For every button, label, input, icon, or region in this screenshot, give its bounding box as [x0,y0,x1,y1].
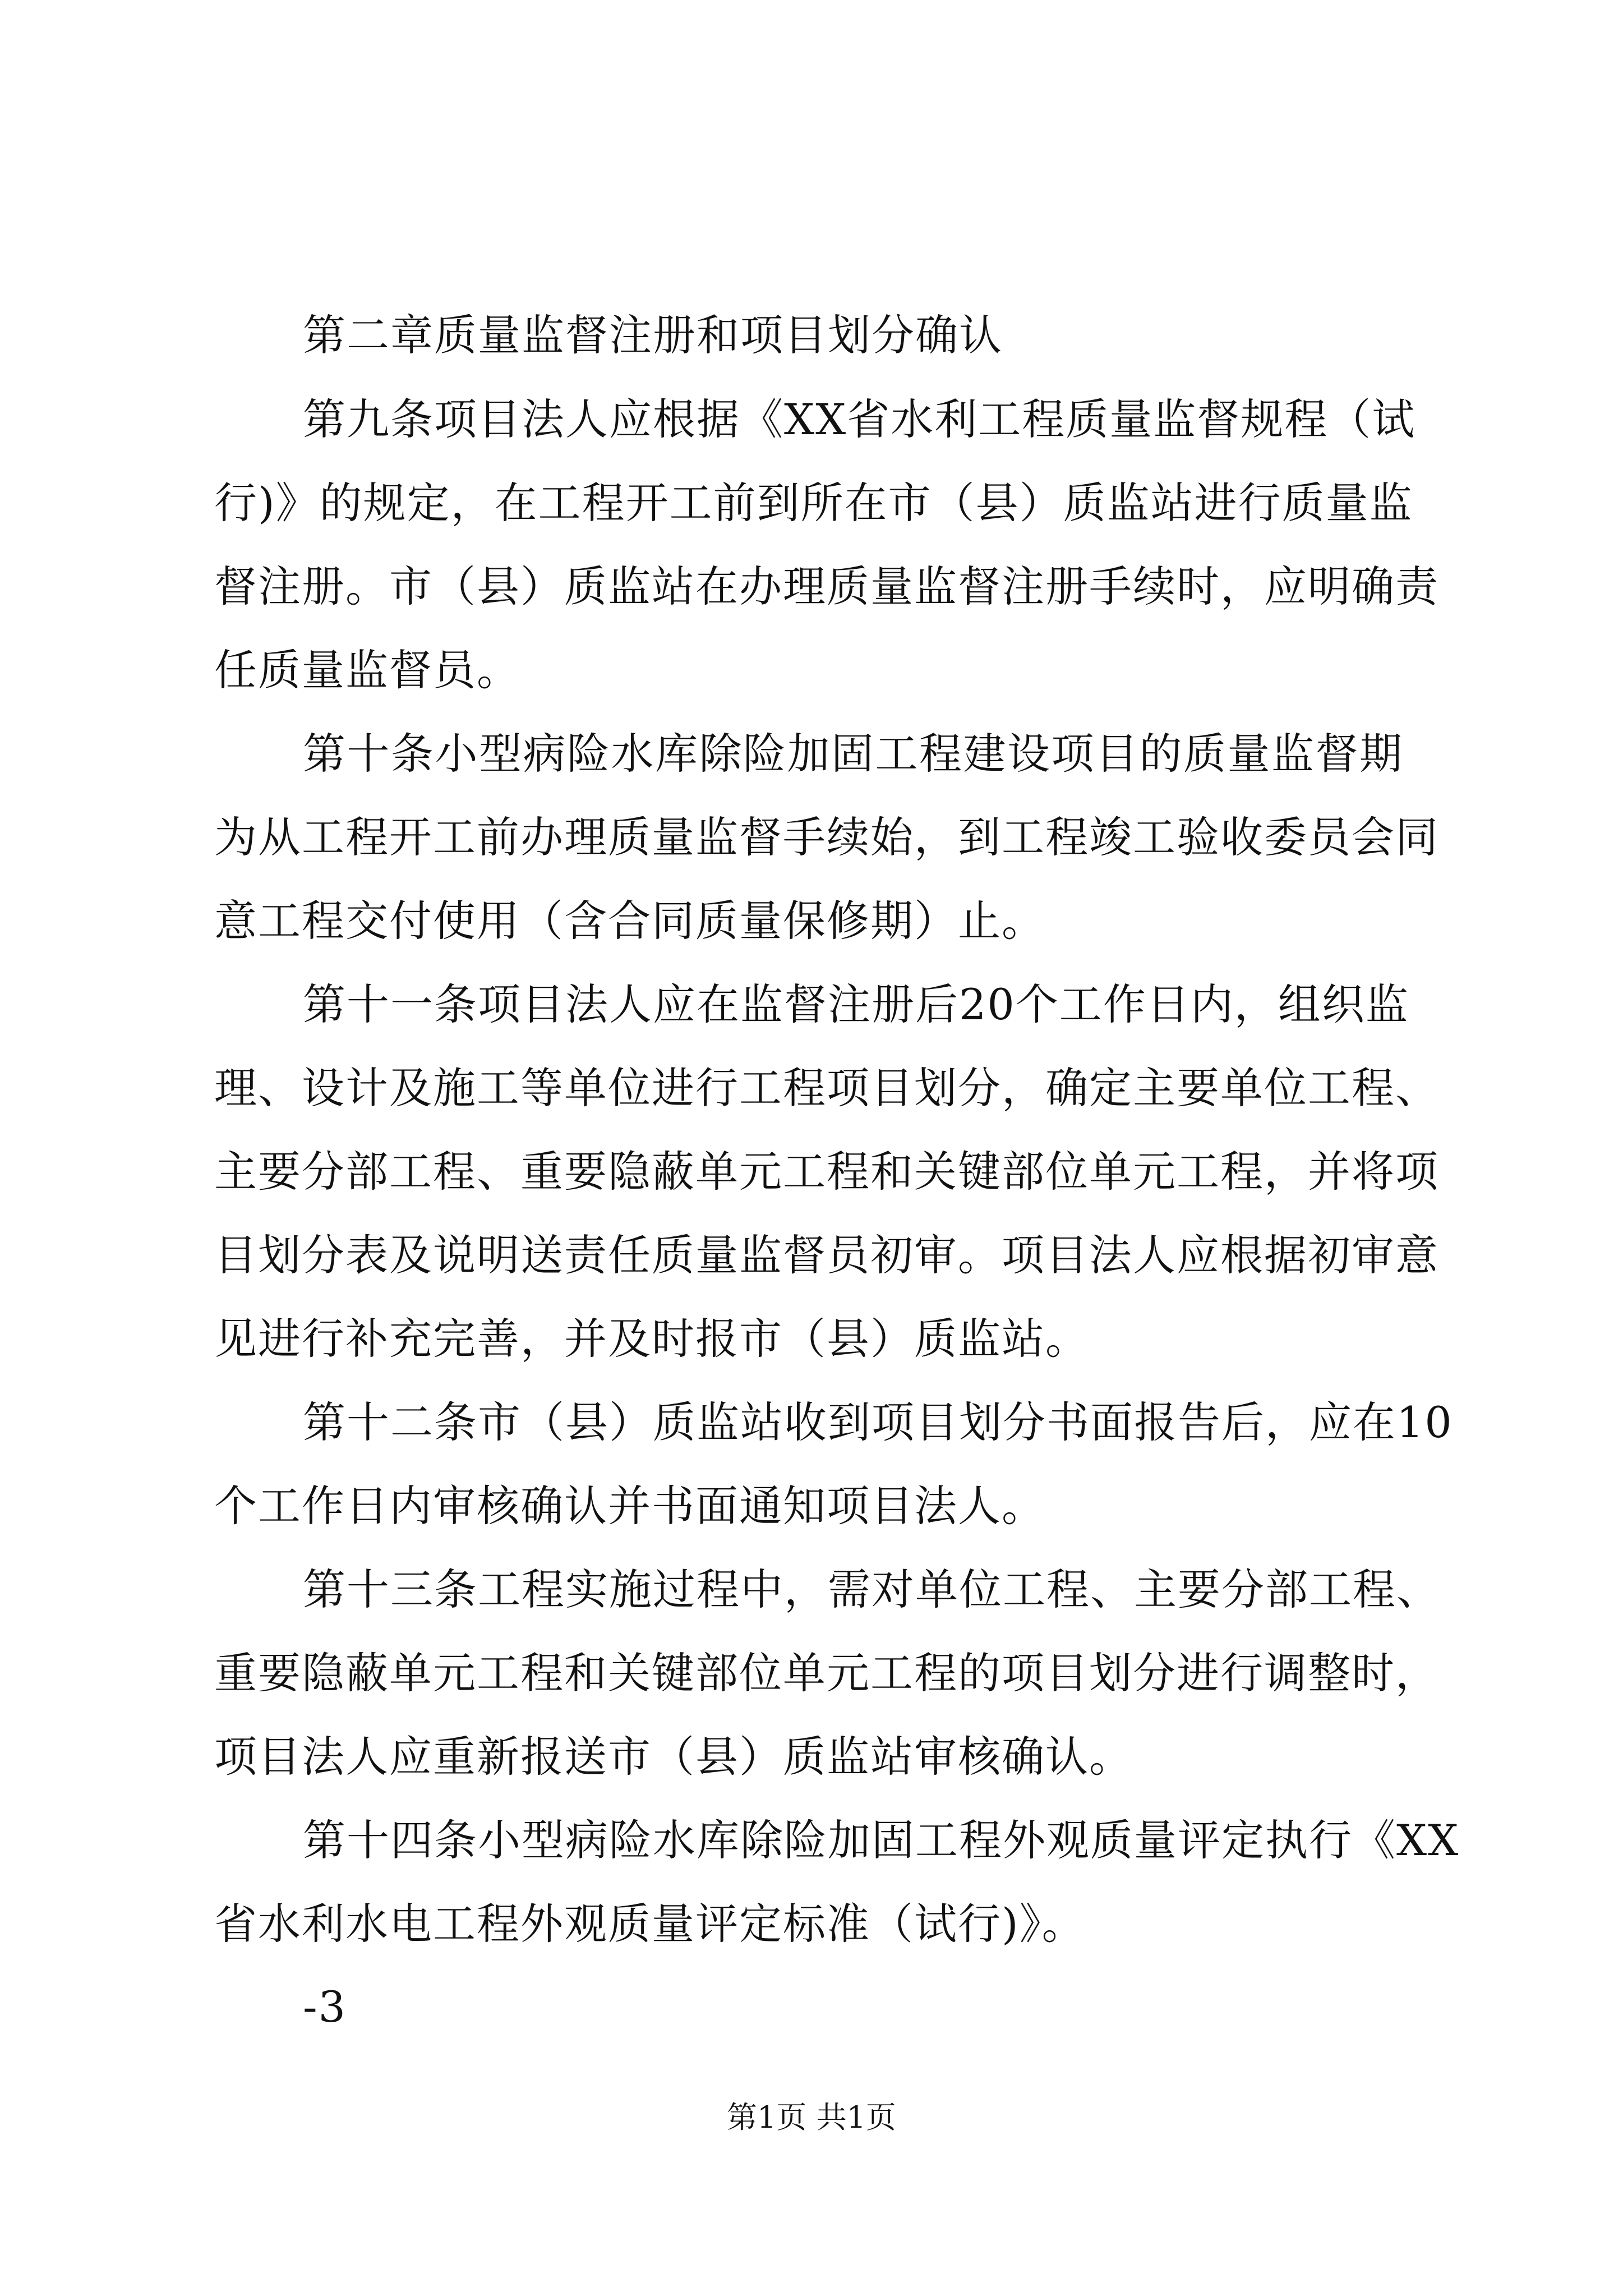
paragraph-line: 第十三条工程实施过程中，需对单位工程、主要分部工程、 [303,1565,1440,1614]
paragraph-line: 督注册。市（县）质监站在办理质量监督注册手续时，应明确责 [214,562,1439,611]
paragraph-line: 意工程交付使用（含合同质量保修期）止。 [214,896,1045,946]
paragraph-line: 主要分部工程、重要隐蔽单元工程和关键部位单元工程，并将项 [214,1147,1439,1197]
page-footer: 第1页 共1页 [727,2100,896,2135]
paragraph-line: 任质量监督员。 [214,645,520,695]
paragraph-line: 第十一条项目法人应在监督注册后20个工作日内，组织监 [303,979,1409,1029]
paragraph-line: 省水利水电工程外观质量评定标准（试行)》。 [214,1899,1086,1949]
paragraph-line: 见进行补充完善，并及时报市（县）质监站。 [214,1314,1089,1364]
paragraph-line: 项目法人应重新报送市（县）质监站审核确认。 [214,1732,1133,1782]
paragraph-line: 第十二条市（县）质监站收到项目划分书面报告后，应在10 [303,1397,1453,1447]
paragraph-line: 行)》的规定，在工程开工前到所在市（县）质监站进行质量监 [214,478,1413,528]
paragraph-line: 为从工程开工前办理质量监督手续始，到工程竣工验收委员会同 [214,812,1439,862]
paragraph-line: 重要隐蔽单元工程和关键部位单元工程的项目划分进行调整时， [214,1648,1439,1698]
paragraph-line: 目划分表及说明送责任质量监督员初审。项目法人应根据初审意 [214,1230,1439,1280]
paragraph-line: 第十四条小型病险水库除险加固工程外观质量评定执行《XX [303,1815,1460,1865]
paragraph-line: 理、设计及施工等单位进行工程项目划分，确定主要单位工程、 [214,1063,1439,1113]
paragraph-line: 个工作日内审核确认并书面通知项目法人。 [214,1481,1045,1531]
paragraph-line: 第九条项目法人应根据《XX省水利工程质量监督规程（试 [303,394,1416,444]
page-marker: -3 [303,1982,347,2032]
chapter-heading: 第二章质量监督注册和项目划分确认 [303,310,1003,360]
paragraph-line: 第十条小型病险水库除险加固工程建设项目的质量监督期 [303,729,1403,779]
